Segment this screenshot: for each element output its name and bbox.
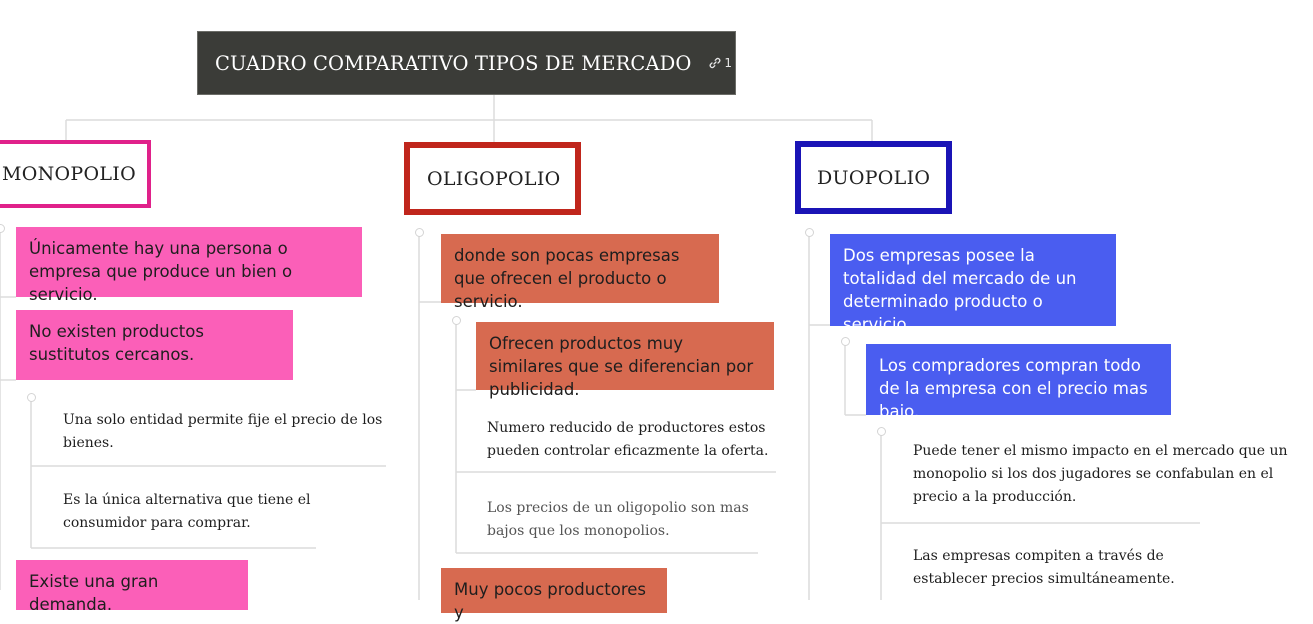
link-icon [709,57,721,69]
item-monopolio-2[interactable] [63,489,323,535]
note-text: Los compradores compran todo de la empresa con el precio mas bajo. [879,356,1148,421]
note-text: Únicamente hay una persona o empresa que produce un bien o servicio. [29,239,293,304]
expand-handle[interactable] [27,393,36,402]
item-monopolio-1[interactable] [63,409,383,455]
note-text: Existe una gran demanda. [29,572,159,614]
expand-handle[interactable] [805,228,814,237]
note-oligopolio-3[interactable] [441,568,667,622]
item-text: Puede tener el mismo impacto en el mercado que un monopolio si los dos jugadores se confabulan en el precio a la producción. [913,443,1288,505]
item-text: Los precios de un oligopolio son mas bajos que los monopolios. [487,500,749,539]
item-duopolio-1[interactable] [913,440,1313,509]
expand-handle[interactable] [877,427,886,436]
expand-handle[interactable] [452,316,461,325]
expand-handle[interactable] [841,337,850,346]
topic-label: MONOPOLIO [2,163,136,185]
note-duopolio-2[interactable] [866,344,1171,421]
item-text: Numero reducido de productores estos pueden controlar eficazmente la oferta. [487,420,769,459]
root-title: CUADRO COMPARATIVO TIPOS DE MERCADO [215,51,692,75]
note-text: No existen productos sustitutos cercanos. [29,322,204,364]
item-text: Es la única alternativa que tiene el consumidor para comprar. [63,492,311,531]
topic-duopolio[interactable] [795,141,952,214]
item-oligopolio-2[interactable] [487,497,757,543]
topic-label: DUOPOLIO [817,166,931,189]
item-oligopolio-1[interactable] [487,417,777,463]
note-text: Dos empresas posee la totalidad del mercado de un determinado producto o servicio. [843,246,1077,334]
topic-oligopolio[interactable] [404,142,581,215]
note-duopolio-1[interactable] [830,234,1116,334]
note-monopolio-3[interactable] [16,560,248,614]
note-monopolio-2[interactable] [16,310,293,380]
note-text: donde son pocas empresas que ofrecen el producto o servicio. [454,246,680,311]
item-text: Una solo entidad permite fije el precio de los bienes. [63,412,383,451]
expand-handle[interactable] [415,228,424,237]
topic-monopolio[interactable] [0,140,151,208]
item-text: Las empresas compiten a través de establecer precios simultáneamente. [913,548,1175,587]
item-duopolio-2[interactable] [913,545,1178,591]
note-oligopolio-1[interactable] [441,234,719,311]
link-indicator[interactable] [709,56,732,70]
note-text: Ofrecen productos muy similares que se diferencian por publicidad. [489,334,754,399]
note-text: Muy pocos productores y [454,580,647,622]
note-monopolio-1[interactable] [16,227,362,304]
root-topic[interactable] [197,31,736,95]
topic-label: OLIGOPOLIO [427,167,561,190]
note-oligopolio-2[interactable] [476,322,774,399]
link-count: 1 [724,56,733,70]
